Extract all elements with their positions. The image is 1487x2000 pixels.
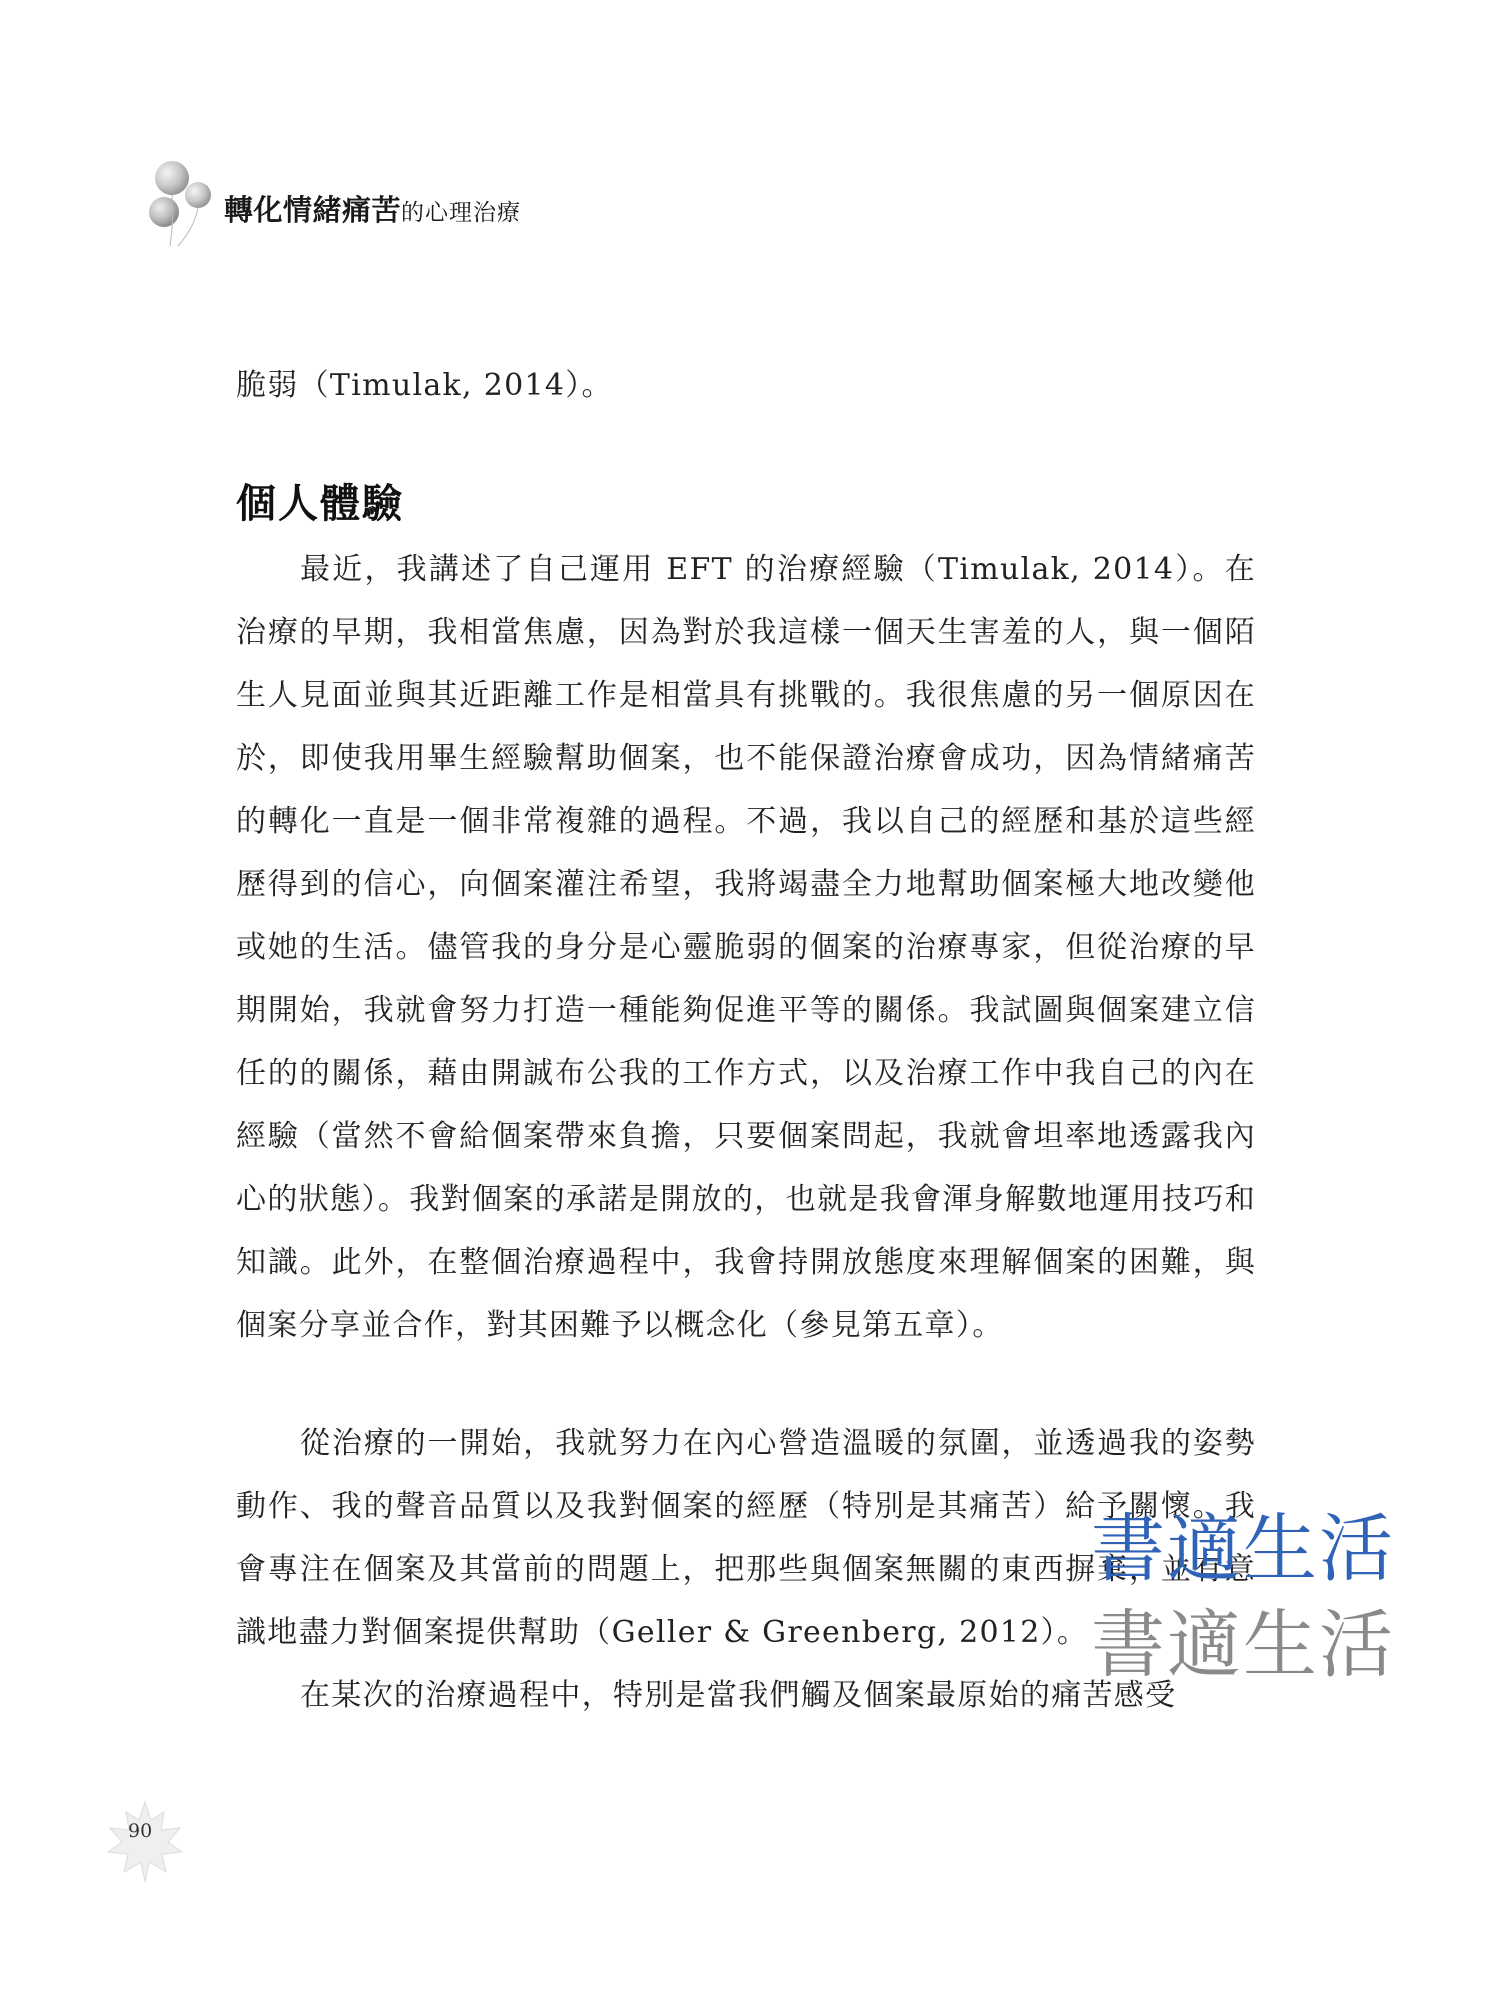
watermark-primary: 書適生活 (1091, 1506, 1395, 1592)
watermark-secondary: 書適生活 (1091, 1602, 1395, 1688)
intro-line: 脆弱（Timulak, 2014）。 (236, 368, 613, 403)
header-title-bold: 轉化情緒痛苦 (224, 193, 402, 227)
paragraph-text: 從治療的一開始，我就努力在內心營造溫暖的氛圍，並透過我的姿勢動作、我的聲音品質以及我對個案的經歷（特別是其痛苦）給予關懷。我會專注在個案及其當前的問題上，把那些與個案無關的東西摒棄，並有意識地盡力對個案提供幫助（Geller & Greenberg, 2012）。 (236, 1426, 1256, 1650)
body-paragraph-1 (236, 538, 1256, 1357)
running-header (148, 158, 668, 258)
section-heading: 個人體驗 (236, 480, 404, 527)
paragraph-text: 在某次的治療過程中，特別是當我們觸及個案最原始的痛苦感受 (300, 1678, 1177, 1713)
intro-text (236, 354, 1256, 417)
header-title-light: 的心理治療 (401, 200, 522, 226)
running-header-title (224, 188, 521, 229)
paragraph-text: 最近，我講述了自己運用 EFT 的治療經驗（Timulak, 2014）。在治療的早期，我相當焦慮，因為對於我這樣一個天生害羞的人，與一個陌生人見面並與其近距離工作是相當具有挑戰的。我很焦慮的另一個原因在於，即使我用畢生經驗幫助個案，也不能保證治療會成功，因為情緒痛苦的轉化一直是一個非常複雜的過程。不過，我以自己的經歷和基於這些經歷得到的信心，向個案灌注希望，我將竭盡全力地幫助個案極大地改變他或她的生活。儘管我的身分是心靈脆弱的個案的治療專家，但從治療的早期開始，我就會努力打造一種能夠促進平等的關係。我試圖與個案建立信任的的關係，藉由開誠布公我的工作方式，以及治療工作中我自己的內在經驗（當然不會給個案帶來負擔，只要個案問起，我就會坦率地透露我內心的狀態）。我對個案的承諾是開放的，也就是我會渾身解數地運用技巧和知識。此外，在整個治療過程中，我會持開放態度來理解個案的困難，與個案分享並合作，對其困難予以概念化（參見第五章）。 (236, 552, 1256, 1343)
page-number: 90 (128, 1820, 153, 1842)
